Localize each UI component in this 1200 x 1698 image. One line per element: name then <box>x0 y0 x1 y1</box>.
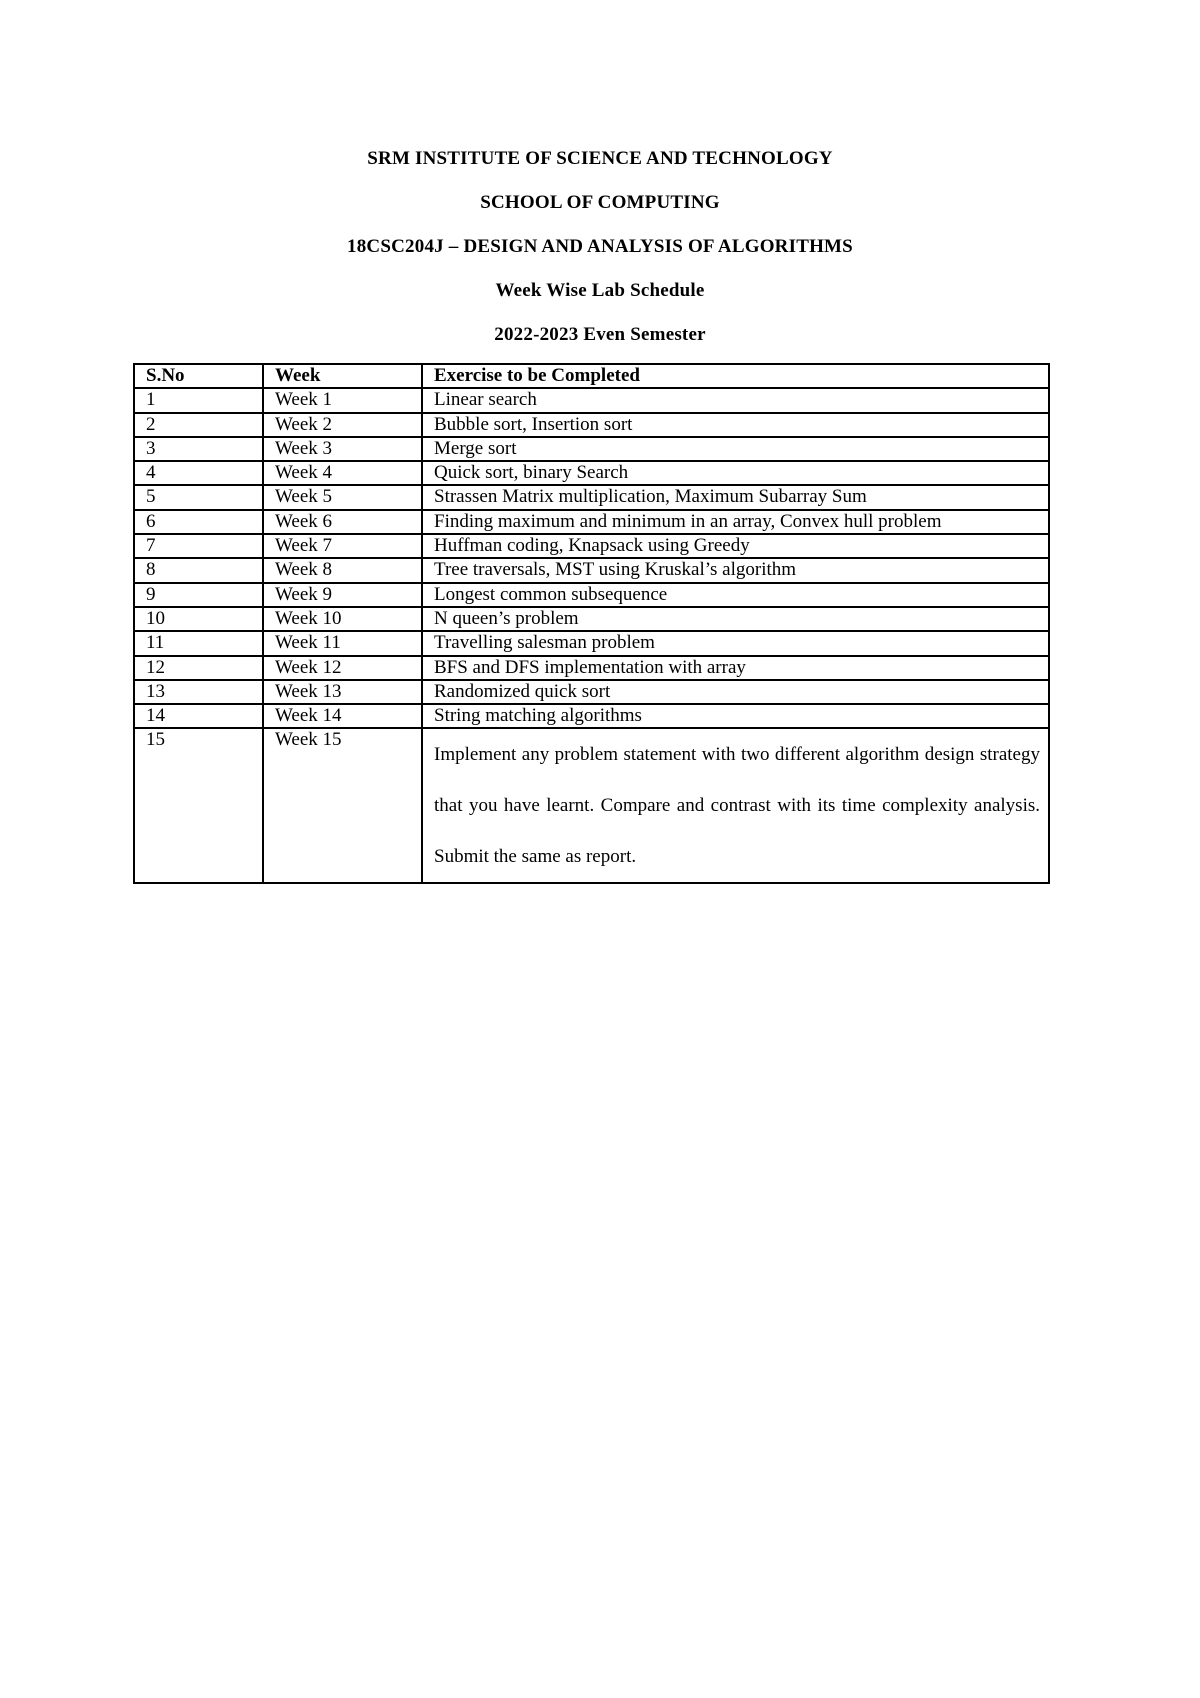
cell-sno: 13 <box>134 680 263 704</box>
cell-exercise: Tree traversals, MST using Kruskal’s algorithm <box>422 558 1049 582</box>
column-header-exercise: Exercise to be Completed <box>422 364 1049 388</box>
cell-sno: 7 <box>134 534 263 558</box>
table-row <box>134 510 1049 534</box>
cell-exercise: Huffman coding, Knapsack using Greedy <box>422 534 1049 558</box>
cell-week: Week 8 <box>263 558 422 582</box>
column-header-sno: S.No <box>134 364 263 388</box>
cell-exercise: Travelling salesman problem <box>422 631 1049 655</box>
cell-week: Week 14 <box>263 704 422 728</box>
semester-heading: 2022-2023 Even Semester <box>494 324 706 345</box>
cell-sno: 1 <box>134 388 263 412</box>
table-row <box>134 388 1049 412</box>
cell-exercise: BFS and DFS implementation with array <box>422 656 1049 680</box>
cell-sno: 9 <box>134 583 263 607</box>
table-row <box>134 437 1049 461</box>
cell-week: Week 5 <box>263 485 422 509</box>
lab-schedule-table <box>133 363 1050 884</box>
cell-sno: 10 <box>134 607 263 631</box>
table-row <box>134 728 1049 883</box>
cell-exercise: Longest common subsequence <box>422 583 1049 607</box>
cell-exercise: N queen’s problem <box>422 607 1049 631</box>
cell-exercise: Randomized quick sort <box>422 680 1049 704</box>
cell-week: Week 15 <box>263 728 422 883</box>
schedule-title: Week Wise Lab Schedule <box>495 280 705 301</box>
cell-sno: 12 <box>134 656 263 680</box>
school-heading: SCHOOL OF COMPUTING <box>480 192 720 213</box>
table-row <box>134 583 1049 607</box>
cell-sno: 15 <box>134 728 263 883</box>
cell-sno: 3 <box>134 437 263 461</box>
table-row <box>134 631 1049 655</box>
cell-sno: 2 <box>134 413 263 437</box>
institute-heading: SRM INSTITUTE OF SCIENCE AND TECHNOLOGY <box>367 148 833 169</box>
cell-week: Week 2 <box>263 413 422 437</box>
cell-sno: 6 <box>134 510 263 534</box>
cell-week: Week 13 <box>263 680 422 704</box>
table-row <box>134 680 1049 704</box>
table-row <box>134 534 1049 558</box>
cell-exercise: Quick sort, binary Search <box>422 461 1049 485</box>
cell-week: Week 3 <box>263 437 422 461</box>
cell-exercise: Strassen Matrix multiplication, Maximum Subarray Sum <box>422 485 1049 509</box>
table-row <box>134 656 1049 680</box>
cell-week: Week 11 <box>263 631 422 655</box>
cell-week: Week 6 <box>263 510 422 534</box>
cell-exercise: Bubble sort, Insertion sort <box>422 413 1049 437</box>
column-header-week: Week <box>263 364 422 388</box>
table-row <box>134 704 1049 728</box>
cell-week: Week 1 <box>263 388 422 412</box>
table-row <box>134 607 1049 631</box>
cell-exercise: Linear search <box>422 388 1049 412</box>
cell-exercise: Implement any problem statement with two different algorithm design strategy that you have learnt. Compare and contrast with its time complexity analysis. Submit the same as report. <box>422 728 1049 883</box>
table-row <box>134 461 1049 485</box>
cell-sno: 14 <box>134 704 263 728</box>
cell-sno: 8 <box>134 558 263 582</box>
cell-sno: 11 <box>134 631 263 655</box>
table-header-row <box>134 364 1049 388</box>
cell-week: Week 4 <box>263 461 422 485</box>
table-row <box>134 558 1049 582</box>
cell-week: Week 9 <box>263 583 422 607</box>
cell-week: Week 12 <box>263 656 422 680</box>
cell-week: Week 7 <box>263 534 422 558</box>
cell-sno: 5 <box>134 485 263 509</box>
cell-exercise: Merge sort <box>422 437 1049 461</box>
table-row <box>134 413 1049 437</box>
table-row <box>134 485 1049 509</box>
cell-exercise: Finding maximum and minimum in an array, Convex hull problem <box>422 510 1049 534</box>
cell-exercise: String matching algorithms <box>422 704 1049 728</box>
course-heading: 18CSC204J – DESIGN AND ANALYSIS OF ALGORITHMS <box>347 236 853 257</box>
cell-week: Week 10 <box>263 607 422 631</box>
cell-sno: 4 <box>134 461 263 485</box>
